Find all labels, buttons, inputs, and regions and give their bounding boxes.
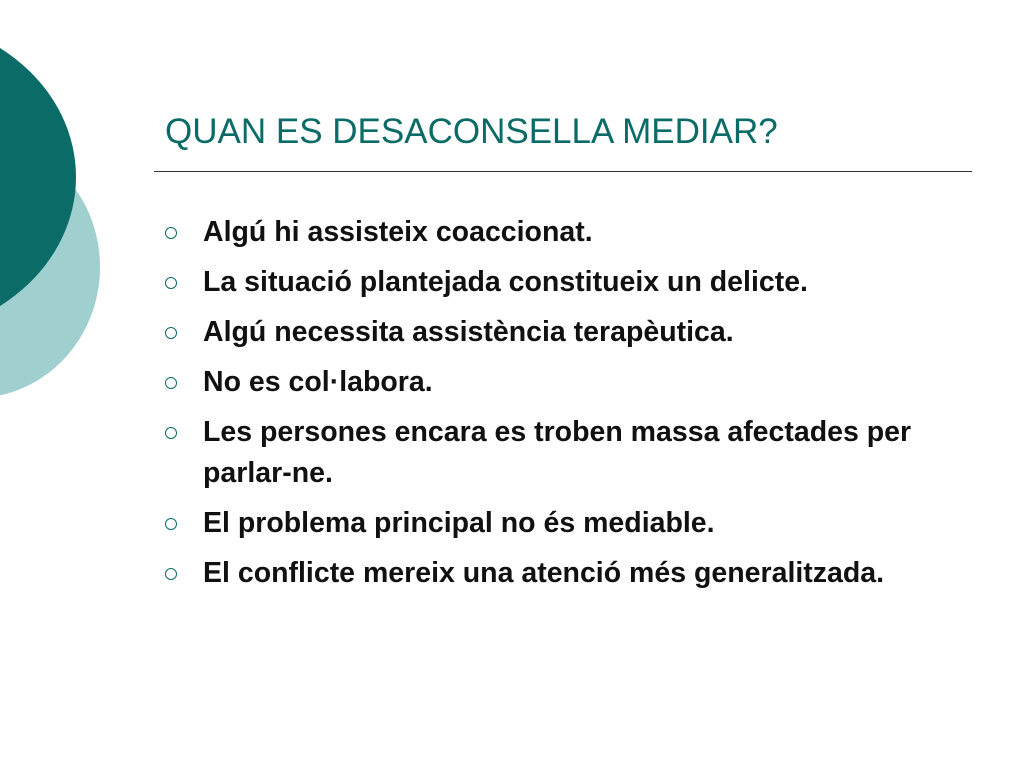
hollow-circle-icon xyxy=(165,427,177,439)
hollow-circle-icon xyxy=(165,277,177,289)
bullet-text: No es col·labora. xyxy=(203,366,433,398)
bullet-item xyxy=(163,503,983,544)
bullet-list xyxy=(163,212,983,603)
hollow-circle-icon xyxy=(165,227,177,239)
bullet-item xyxy=(163,412,983,494)
title-divider xyxy=(154,171,972,172)
bullet-item xyxy=(163,262,983,303)
bullet-item xyxy=(163,312,983,353)
bullet-item xyxy=(163,212,983,253)
bullet-text: Algú necessita assistència terapèutica. xyxy=(203,316,734,348)
hollow-circle-icon xyxy=(165,377,177,389)
bullet-item xyxy=(163,553,983,594)
bullet-text: El conflicte mereix una atenció més generalitzada. xyxy=(203,557,885,589)
bullet-text: La situació plantejada constitueix un delicte. xyxy=(203,266,808,298)
hollow-circle-icon xyxy=(165,327,177,339)
bullet-text: Les persones encara es troben massa afectades per parlar-ne. xyxy=(203,416,912,489)
slide-title: QUAN ES DESACONSELLA MEDIAR? xyxy=(165,112,778,151)
bullet-item xyxy=(163,362,983,403)
hollow-circle-icon xyxy=(165,568,177,580)
hollow-circle-icon xyxy=(165,518,177,530)
bullet-text: El problema principal no és mediable. xyxy=(203,507,715,539)
bullet-text: Algú hi assisteix coaccionat. xyxy=(203,216,593,248)
